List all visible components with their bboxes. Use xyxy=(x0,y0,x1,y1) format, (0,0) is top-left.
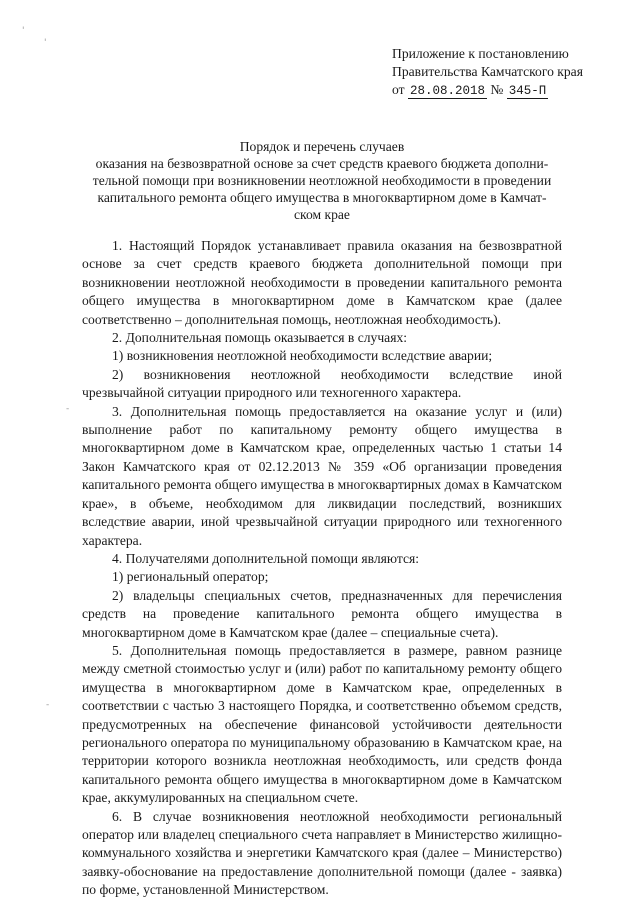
document-number: 345-П xyxy=(508,84,547,98)
title-line-4: капитального ремонта общего имущества в многоквартирном доме в Камчат- xyxy=(97,190,547,205)
paragraph-4-item-1: 1) региональный оператор; xyxy=(112,569,269,585)
title-line-5: ском крае xyxy=(294,207,350,222)
date-prefix: от xyxy=(392,82,405,97)
paragraph-5: 5. Дополнительная помощь предоставляется в размере, равном разнице между сметной стоимостью услуг и (или) работ по капитальному ремонту общего имущества в многоквартирном доме в Камчатском крае, определенных в соответствии с частью 3 настоящего Порядка, и соответственно объемом средств, предусмотренных на обеспечение финансовой устойчивости деятельности регионального оператора по муниципальному образованию в Камчатском крае, на территории которого возникла неотложная необходимость, или средств фонда капитального ремонта общего имущества в многоквартирном доме в Камчатском крае, аккумулированных на специальном счете. xyxy=(82,642,562,806)
paragraph-2: 2. Дополнительная помощь оказывается в случаях: xyxy=(112,330,408,346)
title-line-3: тельной помощи при возникновении неотложной необходимости в проведении xyxy=(92,173,552,188)
appendix-date-line xyxy=(392,81,583,100)
appendix-header xyxy=(392,45,583,100)
number-prefix: № xyxy=(490,82,504,97)
paragraph-4-item-2: 2) владельцы специальных счетов, предназначенных для перечисления средств на проведение капитального ремонта общего имущества в многоквартирном доме в Камчатском крае (далее – специальные счета). xyxy=(82,587,562,640)
paragraph-6: 6. В случае возникновения неотложной необходимости региональный оператор или владелец специального счета направляет в Министерство жилищно-коммунального хозяйства и энергетики Камчатского края (далее – Министерство) заявку-обоснование на предоставление дополнительной помощи (далее - заявка) по форме, установленной Министерством. xyxy=(82,808,562,898)
document-date: 28.08.2018 xyxy=(409,84,485,98)
appendix-line-2: Правительства Камчатского края xyxy=(392,64,583,79)
document-body xyxy=(82,237,562,900)
appendix-line-1: Приложение к постановлению xyxy=(392,46,569,61)
paragraph-3: 3. Дополнительная помощь предоставляется на оказание услуг и (или) выполнение работ по капитальному ремонту общего имущества в многоквартирном доме в Камчатском крае, определенных частью 1 статьи 14 Закон Камчатского края от 02.12.2013 № 359 «Об организации проведения капитального ремонта общего имущества в многоквартирных домах в Камчатском крае», в объеме, необходимом для ликвидации последствий, возникших вследствие аварии, иной чрезвычайной ситуации природного или техногенного характера. xyxy=(82,403,562,548)
paragraph-4: 4. Получателями дополнительной помощи являются: xyxy=(112,550,420,566)
paragraph-1: 1. Настоящий Порядок устанавливает правила оказания на безвозвратной основе за счет средств краевого бюджета дополнительной помощи при возникновении неотложной необходимости в проведении капитального ремонта общего имущества в многоквартирном доме в Камчатском крае (далее соответственно – дополнительная помощь, неотложная необходимость). xyxy=(82,238,562,327)
title-line-2: оказания на безвозвратной основе за счет средств краевого бюджета дополни- xyxy=(95,156,549,171)
title-line-1: Порядок и перечень случаев xyxy=(239,139,405,154)
document-title xyxy=(82,138,562,223)
paragraph-2-item-1: 1) возникновения неотложной необходимости вследствие аварии; xyxy=(112,348,493,364)
paragraph-2-item-2: 2) возникновения неотложной необходимости вследствие иной чрезвычайной ситуации природного или техногенного характера. xyxy=(82,366,562,401)
